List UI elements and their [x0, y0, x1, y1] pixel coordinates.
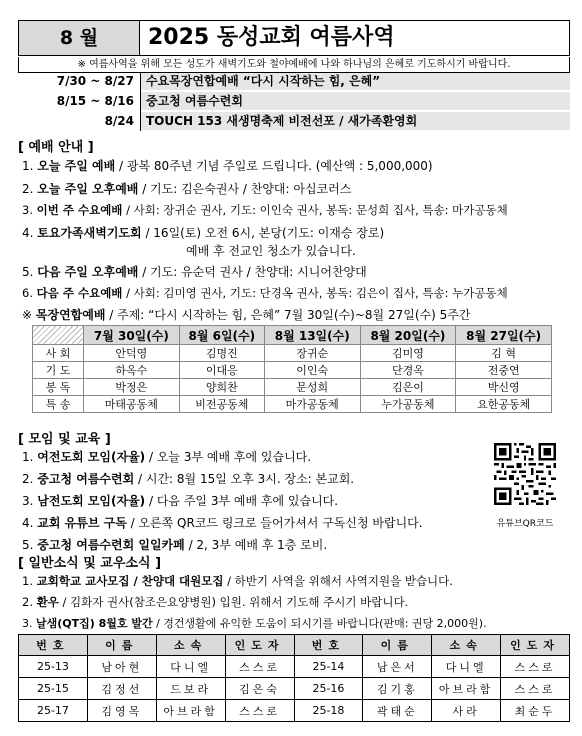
table-cell: 다니엘: [432, 656, 501, 678]
table-cell: 남아현: [87, 656, 156, 678]
table-cell: 25-14: [294, 656, 363, 678]
table-cell: 다니엘: [156, 656, 225, 678]
table-cell: 김정선: [87, 678, 156, 700]
table-header-cell: 번호: [294, 635, 363, 656]
header-notice: ※ 여름사역을 위해 모든 성도가 새벽기도와 철야예배에 나와 하나님의 은혜로 기도하시기 바랍니다.: [18, 57, 570, 73]
table-header-cell: 8월 27일(수): [456, 326, 552, 345]
news-item: 1. 교회학교 교사모집 / 찬양대 대원모집 / 하반기 사역을 위해서 사역지원을 받습니다.: [22, 574, 453, 588]
table-cell: 아브라함: [432, 678, 501, 700]
meetings-heading: [ 모임 및 교육 ]: [18, 432, 111, 447]
table-cell: 요한공동체: [456, 396, 552, 413]
worship-heading: [ 예배 안내 ]: [18, 140, 94, 155]
table-header-cell: 번호: [19, 635, 88, 656]
table-row: [33, 362, 552, 379]
schedule-date: 8/24: [104, 114, 134, 128]
table-header-cell: 인도자: [225, 635, 294, 656]
worship-item: ※ 목장연합예배 / 주제: “다시 시작하는 힘, 은혜” 7월 30일(수)~8월 27일(수) 5주간: [22, 308, 471, 322]
schedule-item: 수요목장연합예배 “다시 시작하는 힘, 은혜”: [140, 73, 570, 90]
table-cell: 김 혁: [456, 345, 552, 362]
table-cell: 이대응: [179, 362, 264, 379]
qr-caption: 유튜브QR코드: [496, 519, 554, 529]
table-cell: 곽태순: [363, 700, 432, 722]
worship-item: 2. 오늘 주일 오후예배 / 기도: 김은숙권사 / 찬양대: 아십코러스: [22, 182, 352, 196]
table-header-cell: 8월 13일(수): [264, 326, 360, 345]
table-cell: 누가공동체: [360, 396, 456, 413]
table-cell: 박신영: [456, 379, 552, 396]
table-cell: 양희찬: [179, 379, 264, 396]
table-cell: 전중연: [456, 362, 552, 379]
table-row: [33, 396, 552, 413]
news-heading: [ 일반소식 및 교우소식 ]: [18, 556, 162, 571]
table-cell: 문성희: [264, 379, 360, 396]
youtube-qr-code[interactable]: [494, 443, 556, 505]
table-cell: 특 송: [33, 396, 84, 413]
schedule-date: 7/30 ~ 8/27: [56, 74, 134, 88]
table-cell: 25-16: [294, 678, 363, 700]
table-cell: 사라: [432, 700, 501, 722]
table-cell: 안덕영: [84, 345, 180, 362]
table-cell: 김기홍: [363, 678, 432, 700]
table-header-cell: 7월 30일(수): [84, 326, 180, 345]
table-cell: 김은이: [360, 379, 456, 396]
table-cell: 스스로: [225, 656, 294, 678]
table-header-cell: 이름: [363, 635, 432, 656]
page-title: 2025 동성교회 여름사역: [140, 20, 570, 56]
table-cell: 김명진: [179, 345, 264, 362]
schedule-item: TOUCH 153 새생명축제 비전선포 / 새가족환영회: [140, 112, 570, 130]
table-header-cell: 인도자: [501, 635, 570, 656]
table-cell: 25-13: [19, 656, 88, 678]
table-cell: 봉 독: [33, 379, 84, 396]
table-cell: 25-17: [19, 700, 88, 722]
table-cell: 김영목: [87, 700, 156, 722]
table-header-cell: 8월 6일(수): [179, 326, 264, 345]
table-cell: 마가공동체: [264, 396, 360, 413]
table-cell: 박정은: [84, 379, 180, 396]
schedule-date: 8/15 ~ 8/16: [56, 94, 134, 108]
table-cell: 장귀순: [264, 345, 360, 362]
news-item: 3. 날샘(QT집) 8월호 발간 / 경건생활에 유익한 도움이 되시기를 바랍니다(판매: 권당 2,000원).: [22, 617, 487, 630]
meeting-item: 5. 중고청 여름수련회 일일카페 / 2, 3부 예배 후 1층 로비.: [22, 538, 328, 552]
table-cell: 이인숙: [264, 362, 360, 379]
table-cell: 남은서: [363, 656, 432, 678]
table-cell: 스스로: [501, 656, 570, 678]
table-cell: 기 도: [33, 362, 84, 379]
worship-item: 3. 이번 주 수요예배 / 사회: 장귀순 권사, 기도: 이인숙 권사, 봉독: 문성희 집사, 특송: 마가공동체: [22, 203, 508, 217]
meeting-item: 4. 교회 유튜브 구독 / 오른쪽 QR코드 링크로 들어가셔서 구독신청 바랍니다.: [22, 516, 423, 530]
table-cell: 김은숙: [225, 678, 294, 700]
worship-item-continued: 예배 후 전교인 청소가 있습니다.: [186, 244, 356, 258]
table-cell: 스스로: [501, 678, 570, 700]
month-label: 8 월: [18, 20, 140, 56]
worship-item: 5. 다음 주일 오후예배 / 기도: 유순덕 권사 / 찬양대: 시니어찬양대: [22, 265, 367, 279]
table-cell: 비전공동체: [179, 396, 264, 413]
qr-code-icon: [494, 443, 556, 505]
table-header-row: [19, 635, 570, 656]
table-header-row: [33, 326, 552, 345]
table-header-cell: [33, 326, 84, 345]
table-row: [19, 700, 570, 722]
table-header-cell: 이름: [87, 635, 156, 656]
table-header-cell: 소속: [156, 635, 225, 656]
table-cell: 사 회: [33, 345, 84, 362]
table-cell: 드보라: [156, 678, 225, 700]
table-row: [19, 678, 570, 700]
rotation-table: [32, 325, 552, 413]
meeting-item: 3. 남전도회 모임(자율) / 다음 주일 3부 예배 후에 있습니다.: [22, 494, 339, 508]
new-members-table: [18, 634, 570, 722]
meeting-item: 2. 중고청 여름수련회 / 시간: 8월 15일 오후 3시. 장소: 본교회.: [22, 472, 355, 486]
worship-item: 4. 토요가족새벽기도회 / 16일(토) 오전 6시, 본당(기도: 이재승 장로): [22, 226, 385, 240]
schedule-divider: [140, 72, 141, 131]
table-header-cell: 8월 20일(수): [360, 326, 456, 345]
table-cell: 아브라함: [156, 700, 225, 722]
table-cell: 스스로: [225, 700, 294, 722]
table-cell: 김미영: [360, 345, 456, 362]
table-cell: 25-15: [19, 678, 88, 700]
worship-item: 1. 오늘 주일 예배 / 광복 80주년 기념 주일로 드립니다. (예산액 : 5,000,000): [22, 159, 433, 173]
schedule-item: 중고청 여름수련회: [140, 92, 570, 110]
table-cell: 하옥수: [84, 362, 180, 379]
table-row: [33, 379, 552, 396]
table-cell: 25-18: [294, 700, 363, 722]
table-header-cell: 소속: [432, 635, 501, 656]
meeting-item: 1. 여전도회 모임(자율) / 오늘 3부 예배 후에 있습니다.: [22, 450, 312, 464]
table-row: [33, 345, 552, 362]
table-row: [19, 656, 570, 678]
worship-item: 6. 다음 주 수요예배 / 사회: 김미영 권사, 기도: 단경옥 권사, 봉독: 김은이 집사, 특송: 누가공동체: [22, 286, 508, 300]
news-item: 2. 환우 / 김화자 권사(참조은요양병원) 입원. 위해서 기도해 주시기 바랍니다.: [22, 595, 409, 609]
table-cell: 단경옥: [360, 362, 456, 379]
table-cell: 최순두: [501, 700, 570, 722]
table-cell: 마태공동체: [84, 396, 180, 413]
